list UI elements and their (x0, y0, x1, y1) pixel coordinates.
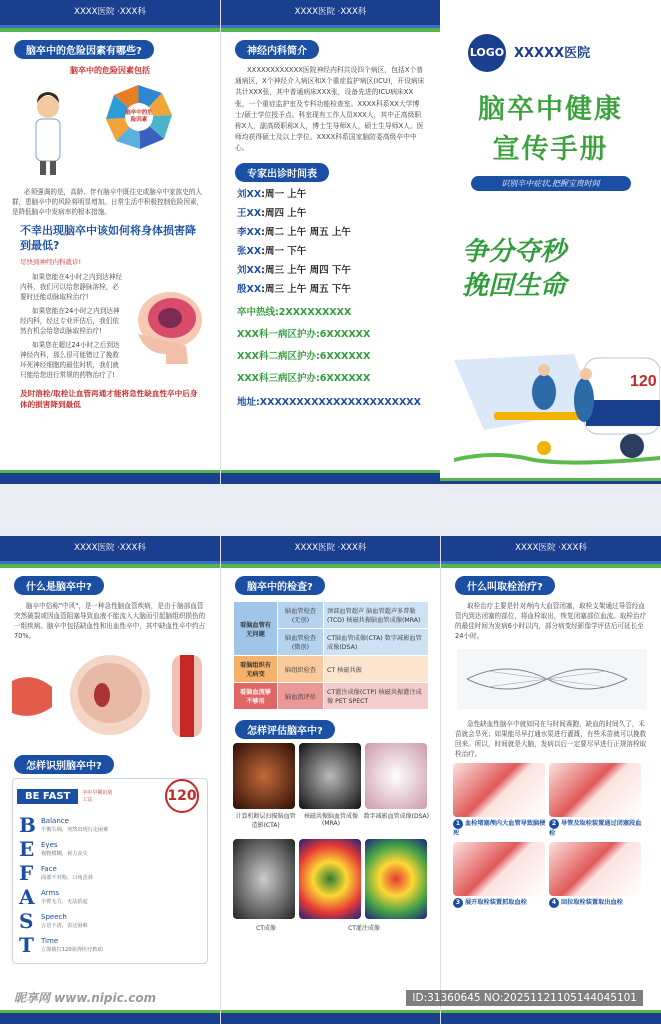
be-fast-box (12, 778, 208, 964)
header-bar: XXXX医院 ·XXX科 (221, 0, 440, 28)
fast-desc: 手臂无力，无法抬起 (41, 899, 88, 905)
cover-title-line2: 宣传手册 (492, 134, 609, 165)
step-card (549, 842, 645, 908)
fast-letter: T (19, 933, 34, 957)
ctp-image-2 (365, 839, 427, 919)
stroke-anatomy-illustration (12, 651, 208, 741)
schedule-row (237, 264, 424, 277)
image-id: ID:31360645 NO:20251121105144045101 (406, 990, 643, 1006)
table-cell: 脑血管检查(微创) (278, 629, 324, 656)
ambulance-number: 120 (630, 373, 657, 390)
be-fast-row (19, 837, 207, 861)
image-caption: 数字减影血管成像(DSA) (363, 813, 429, 820)
step-text: 回拉取栓装置取出血栓 (561, 899, 623, 906)
section-title-evaluate: 怎样评估脑卒中? (235, 720, 335, 739)
footer-bar (221, 470, 440, 484)
step-text: 血栓堵塞颅内大血管导致脑梗死 (453, 820, 546, 837)
step-caption (549, 819, 645, 838)
fast-word: Face (41, 865, 57, 873)
header-bar: XXXX医院 ·XXX科 (0, 536, 220, 564)
image-caption: 计算机断层扫描脑血管造影(CTA) (235, 813, 296, 829)
doctor-name: 刘XX (237, 264, 262, 276)
diagram-title: 脑卒中的危险因素包括 (70, 66, 150, 75)
be-fast-row (19, 933, 207, 957)
fast-letter: S (19, 909, 34, 933)
table-row (234, 656, 429, 683)
hotline: XXX科二病区护办:6XXXXXX (237, 350, 371, 362)
brochure-inside (0, 536, 661, 1024)
step-caption (549, 898, 645, 908)
damage-heading: 不幸出现脑卒中该如何将身体损害降到最低? (20, 224, 196, 252)
fast-desc: 言语不清，表达困难 (41, 923, 88, 929)
table-cell: CT灌注成像(CTP) 核磁共振灌注成像 PET SPECT (324, 683, 429, 710)
slogan-line1: 争分夺秒 (462, 237, 567, 267)
header-bar: XXXX医院 ·XXX科 (221, 536, 440, 564)
address: 地址:XXXXXXXXXXXXXXXXXXXXXX (237, 396, 421, 408)
schedule-row (237, 245, 424, 258)
hotline-list (221, 304, 440, 384)
be-fast-list (13, 813, 207, 957)
dsa-image (365, 743, 427, 809)
fast-word: Balance (41, 817, 69, 825)
time-is-brain-paragraph: 急性缺血性脑卒中就如同在与时间赛跑，缺血的时间久了，禾苗就会旱死；如果能尽早打通水渠进行灌溉，有些禾苗就可以挽救回来。所以，时间就是大脑，发病以后一定要尽早进行正规溶栓取栓治疗。 (455, 720, 647, 758)
time-paragraph-24h: 如果您能在24小时之内到达神经内科，经过专业评估后，我们依然有机会给您动脉取栓治疗! (20, 307, 120, 335)
image-caption: CT灌注成像 (348, 925, 380, 932)
what-is-stroke-panel (0, 536, 220, 1024)
header-bar: XXXX医院 ·XXX科 (0, 0, 220, 28)
risk-paragraph: 必须强调的是，高龄、伴有脑卒中既往史或脑卒中家族史的人群，患脑卒中的风险将明显增加。日常生活中积极控制危险因素，是降低脑卒中发病率的根本措施。 (12, 188, 204, 216)
thrombectomy-steps (453, 763, 649, 912)
step-number: 1 (453, 819, 463, 829)
ct-image (233, 839, 295, 919)
footer-bar (221, 1010, 440, 1024)
fast-word: Arms (41, 889, 60, 897)
time-paragraph-late: 如果您在超过24小时之后到达神经内科，那么很可能错过了挽救坏死神经细胞的最佳时机，我们就只能给您进行常规的药物治疗了! (20, 341, 120, 379)
table-cell: 看脑血管有无问题 (234, 602, 278, 656)
step-card (453, 763, 549, 838)
brain-illustration (128, 284, 204, 364)
section-title: 什么叫取栓治疗? (455, 576, 555, 595)
doctor-name: 李XX (237, 226, 262, 238)
section-title-identify: 怎样识别脑卒中? (14, 755, 114, 774)
red-subtitle: 尽快到神经内科就诊! (20, 258, 82, 266)
schedule-row (237, 207, 424, 220)
slogan-line2: 挽回生命 (462, 271, 567, 301)
step-number: 2 (549, 819, 559, 829)
cover-title-line1: 脑卒中健康 (478, 94, 623, 125)
thrombectomy-description: 取栓治疗主要是针对颅内大血管闭塞，取栓支架通过导管经血管内到达闭塞的部位，将血栓取出，恢复闭塞部位血流。取栓治疗的最佳时间为发病6小时以内，部分病变经影像学评估后可延长至24小时。 (455, 602, 647, 640)
step-illustration (549, 842, 641, 896)
schedule-row (237, 283, 424, 296)
header-bar: XXXX医院 ·XXX科 (441, 536, 661, 564)
table-cell: 颈部血管超声 脑血管超声多普勒(TCD) 核磁共振脑血管成像(MRA) (324, 602, 429, 629)
emergency-120-badge: 120 (165, 779, 199, 813)
image-caption: CT成像 (256, 925, 276, 932)
step-illustration (549, 763, 641, 817)
fast-letter: A (19, 885, 35, 909)
step-caption (453, 898, 549, 908)
risk-diagram (0, 65, 220, 181)
be-fast-row (19, 885, 207, 909)
imaging-captions-2 (233, 923, 429, 932)
section-title: 什么是脑卒中? (14, 576, 104, 595)
footer-bar (0, 470, 220, 484)
step-text: 导管及取栓装置通过闭塞段血栓 (549, 820, 642, 837)
department-intro: XXXXXXXXXXXX医院神经内科共设四个病区，包括X个普通病区，X个神经介入病区和X个重症监护病区(ICU)，开设病床共计XXX张，其中普通病床XXX张，设备先进的ICU病床XX张，一个重症监护室及专科功能检查室。XXXX科系XX大学博士/硕士学位授予点。科室现有工作人员XXX人，其中正高级职称X人，副高级职称X人，博士生导师X人，硕士生导师X人。医师均获得硕士及以上学位。XXXX科系国家脑防委高级卒中中心。 (235, 66, 425, 153)
footer-red-note: 及时溶栓/取栓让血管再通才能将急性缺血性卒中后身体的损害降到最低 (20, 389, 198, 409)
step-card (453, 842, 549, 908)
step-card (549, 763, 645, 838)
risk-panel (0, 0, 220, 484)
clinic-time: :周三 上午 周四 下午 (261, 264, 351, 276)
fast-desc: 平衡失调，突然出现行走困难 (41, 827, 109, 833)
diagram-center: 脑卒中的危险因素 (125, 110, 153, 123)
table-cell: 脑血管检查(无创) (278, 602, 324, 629)
logo: LOGO (468, 34, 506, 72)
imaging-captions (233, 811, 429, 829)
schedule-row (237, 226, 424, 239)
hotline: XXX科一病区护办:6XXXXXX (237, 328, 371, 340)
step-illustration (453, 842, 545, 896)
fast-letter: F (19, 861, 34, 885)
fast-desc: 视物模糊，视力丧失 (41, 851, 88, 857)
table-cell: 脑组织检查 (278, 656, 324, 683)
table-cell: CT 核磁共振 (324, 656, 429, 683)
footer-bar (440, 478, 661, 484)
fast-desc: 面部不对称，口角歪斜 (41, 875, 93, 881)
be-fast-title: BE FAST (17, 789, 78, 804)
stroke-definition: 脑卒中俗称"中风"，是一种急性脑血管疾病，是由于脑部血管突然破裂或因血管阻塞导致血液不能流入大脑而引起脑组织损伤的一组疾病。脑卒中包括缺血性和出血性卒中，其中缺血性卒中约占70%。 (14, 602, 206, 640)
be-fast-row (19, 861, 207, 885)
time-paragraph-4h: 如果您能在4小时之内到达神经内科，我们可以给您静脉溶栓，必要时还能动脉取栓治疗! (20, 273, 122, 301)
clinic-time: :周一 下午 (261, 245, 307, 257)
exam-table (233, 601, 429, 710)
hotline: XXX科三病区护办:6XXXXXX (237, 372, 371, 384)
doctor-name: 刘XX (237, 188, 262, 200)
cover-banner: 识别卒中症状,把握宝贵时间 (471, 176, 631, 191)
hospital-name: XXXXX医院 (514, 46, 591, 61)
fast-desc: 立即拨打120获得医疗救助 (41, 947, 103, 953)
fast-letter: E (19, 837, 35, 861)
department-panel (220, 0, 440, 484)
table-row (234, 683, 429, 710)
doctor-illustration (34, 79, 194, 179)
stent-retriever-illustration (457, 649, 647, 709)
fast-letter: B (19, 813, 36, 837)
be-fast-subtitle: 卒中早期识别工具 (82, 790, 113, 803)
footer-bar (441, 1010, 661, 1024)
ctp-image-1 (299, 839, 361, 919)
cover-panel (440, 0, 661, 484)
schedule-title: 专家出诊时间表 (235, 163, 329, 182)
imaging-gallery (233, 743, 428, 943)
schedule-list (221, 188, 440, 296)
examination-panel (220, 536, 440, 1024)
step-caption (453, 819, 549, 838)
step-number: 4 (549, 898, 559, 908)
hotline: 卒中热线:2XXXXXXXXX (237, 306, 352, 318)
cta-image (233, 743, 295, 809)
doctor-name: 殷XX (237, 283, 262, 295)
be-fast-row (19, 813, 207, 837)
mra-image (299, 743, 361, 809)
section-title: 神经内科简介 (235, 40, 319, 59)
brochure-outside (0, 0, 661, 484)
schedule-row (237, 188, 424, 201)
image-caption: 核磁共振脑血管成像(MRA) (303, 813, 358, 827)
watermark: 昵享网 www.nipic.com (14, 991, 157, 1005)
step-number: 3 (453, 898, 463, 908)
step-text: 展开取栓装置抓取血栓 (465, 899, 527, 906)
section-title: 脑卒中的危险因素有哪些? (14, 40, 154, 59)
step-illustration (453, 763, 545, 817)
footer-bar (0, 1010, 220, 1024)
table-cell: 看脑组织有无病变 (234, 656, 278, 683)
doctor-name: 王XX (237, 207, 262, 219)
clinic-time: :周二 上午 周五 上午 (261, 226, 351, 238)
table-cell: CT脑血管成像(CTA) 数字减影血管成像(DSA) (324, 629, 429, 656)
fast-word: Eyes (41, 841, 58, 849)
table-row (234, 602, 429, 629)
section-title: 脑卒中的检查? (235, 576, 325, 595)
ambulance-illustration (454, 350, 660, 468)
fast-word: Time (41, 937, 59, 945)
table-cell: 看脑血流够不够用 (234, 683, 278, 710)
be-fast-row (19, 909, 207, 933)
table-cell: 脑血流评估 (278, 683, 324, 710)
doctor-name: 张XX (237, 245, 262, 257)
thrombectomy-panel (440, 536, 661, 1024)
fast-word: Speech (41, 913, 67, 921)
clinic-time: :周四 上午 (261, 207, 307, 219)
clinic-time: :周一 上午 (261, 188, 307, 200)
clinic-time: :周三 上午 周五 下午 (261, 283, 351, 295)
